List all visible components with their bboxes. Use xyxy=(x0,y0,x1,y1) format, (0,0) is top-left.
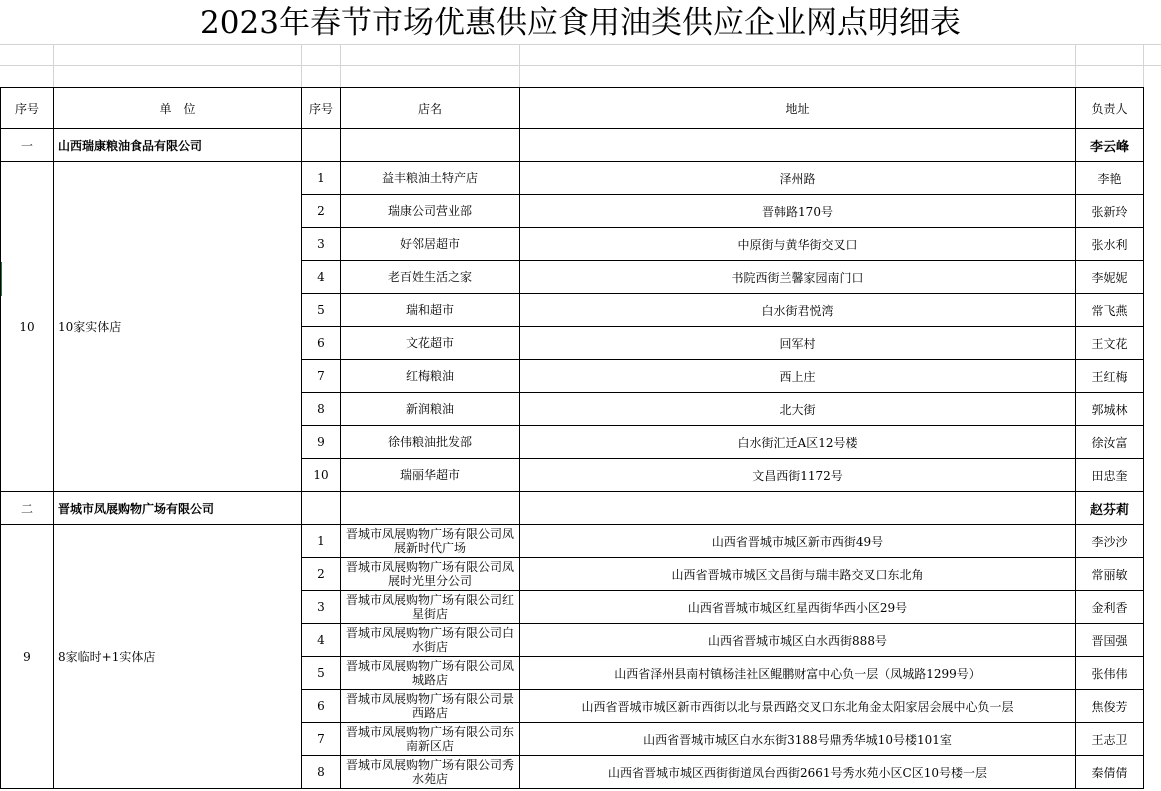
store-name: 晋城市凤展购物广场有限公司红星街店 xyxy=(341,591,520,624)
store-name: 新润粮油 xyxy=(341,393,520,426)
row-number: 3 xyxy=(302,228,341,261)
empty-cell xyxy=(520,129,1076,162)
section-header-row xyxy=(1,129,1144,162)
row-number: 2 xyxy=(302,558,341,591)
store-name: 瑞和超市 xyxy=(341,294,520,327)
store-manager: 张伟伟 xyxy=(1076,657,1144,690)
store-address: 白水街君悦湾 xyxy=(520,294,1076,327)
header-row xyxy=(1,88,1144,129)
store-manager: 秦倩倩 xyxy=(1076,756,1144,789)
empty-grid-rows xyxy=(0,44,1161,88)
store-address: 西上庄 xyxy=(520,360,1076,393)
store-name: 晋城市凤展购物广场有限公司凤展时光里分公司 xyxy=(341,558,520,591)
store-name: 晋城市凤展购物广场有限公司东南新区店 xyxy=(341,723,520,756)
row-number: 5 xyxy=(302,657,341,690)
row-number: 7 xyxy=(302,723,341,756)
row-number: 3 xyxy=(302,591,341,624)
row-number: 10 xyxy=(302,459,341,492)
store-manager: 李妮妮 xyxy=(1076,261,1144,294)
store-address: 泽州路 xyxy=(520,162,1076,195)
company-name: 晋城市凤展购物广场有限公司 xyxy=(54,492,302,525)
store-name: 晋城市凤展购物广场有限公司凤城路店 xyxy=(341,657,520,690)
store-address: 山西省泽州县南村镇杨洼社区鲲鹏财富中心负一层（凤城路1299号） xyxy=(520,657,1076,690)
sheet-title: 2023年春节市场优惠供应食用油类供应企业网点明细表 xyxy=(200,5,961,41)
section-seq: 二 xyxy=(1,492,54,525)
store-address: 回军村 xyxy=(520,327,1076,360)
header-seq: 序号 xyxy=(1,88,54,129)
store-address: 山西省晋城市城区白水西街888号 xyxy=(520,624,1076,657)
store-name: 徐伟粮油批发部 xyxy=(341,426,520,459)
store-count: 10 xyxy=(1,162,54,492)
row-number: 2 xyxy=(302,195,341,228)
store-manager: 徐汝富 xyxy=(1076,426,1144,459)
store-description: 10家实体店 xyxy=(54,162,302,492)
store-address: 山西省晋城市城区新市西街49号 xyxy=(520,525,1076,558)
store-name: 晋城市凤展购物广场有限公司秀水苑店 xyxy=(341,756,520,789)
store-name: 瑞康公司营业部 xyxy=(341,195,520,228)
row-number: 9 xyxy=(302,426,341,459)
row-number: 5 xyxy=(302,294,341,327)
row-number: 1 xyxy=(302,525,341,558)
store-address: 北大街 xyxy=(520,393,1076,426)
store-manager: 田忠奎 xyxy=(1076,459,1144,492)
store-manager: 张新玲 xyxy=(1076,195,1144,228)
store-address: 白水街汇迁A区12号楼 xyxy=(520,426,1076,459)
store-manager: 王文花 xyxy=(1076,327,1144,360)
empty-cell xyxy=(520,492,1076,525)
supplier-table xyxy=(0,87,1144,789)
store-manager: 郭城林 xyxy=(1076,393,1144,426)
header-manager: 负责人 xyxy=(1076,88,1144,129)
store-name: 好邻居超市 xyxy=(341,228,520,261)
row-number: 8 xyxy=(302,393,341,426)
store-count: 9 xyxy=(1,525,54,789)
store-manager: 李沙沙 xyxy=(1076,525,1144,558)
row-number: 1 xyxy=(302,162,341,195)
store-name: 老百姓生活之家 xyxy=(341,261,520,294)
empty-cell xyxy=(302,129,341,162)
company-manager: 赵芬莉 xyxy=(1076,492,1144,525)
store-description: 8家临时+1实体店 xyxy=(54,525,302,789)
section-seq: 一 xyxy=(1,129,54,162)
store-manager: 晋国强 xyxy=(1076,624,1144,657)
store-address: 中原街与黄华街交叉口 xyxy=(520,228,1076,261)
store-manager: 焦俊芳 xyxy=(1076,690,1144,723)
store-name: 晋城市凤展购物广场有限公司景西路店 xyxy=(341,690,520,723)
empty-cell xyxy=(302,492,341,525)
store-manager: 李艳 xyxy=(1076,162,1144,195)
store-name: 瑞丽华超市 xyxy=(341,459,520,492)
store-address: 文昌西街1172号 xyxy=(520,459,1076,492)
store-address: 山西省晋城市城区新市西街以北与景西路交叉口东北角金太阳家居会展中心负一层 xyxy=(520,690,1076,723)
store-address: 晋韩路170号 xyxy=(520,195,1076,228)
store-address: 山西省晋城市城区白水东街3188号鼎秀华城10号楼101室 xyxy=(520,723,1076,756)
store-manager: 王红梅 xyxy=(1076,360,1144,393)
company-manager: 李云峰 xyxy=(1076,129,1144,162)
company-name: 山西瑞康粮油食品有限公司 xyxy=(54,129,302,162)
store-manager: 张水利 xyxy=(1076,228,1144,261)
store-name: 红梅粮油 xyxy=(341,360,520,393)
table-row xyxy=(1,525,1144,558)
empty-cell xyxy=(341,492,520,525)
store-name: 文花超市 xyxy=(341,327,520,360)
store-address: 山西省晋城市城区西街街道凤台西街2661号秀水苑小区C区10号楼一层 xyxy=(520,756,1076,789)
header-unit: 单 位 xyxy=(54,88,302,129)
row-number: 4 xyxy=(302,624,341,657)
row-number: 4 xyxy=(302,261,341,294)
empty-cell xyxy=(341,129,520,162)
store-name: 晋城市凤展购物广场有限公司白水街店 xyxy=(341,624,520,657)
section-header-row xyxy=(1,492,1144,525)
table-row xyxy=(1,162,1144,195)
store-address: 山西省晋城市城区文昌街与瑞丰路交叉口东北角 xyxy=(520,558,1076,591)
header-seq2: 序号 xyxy=(302,88,341,129)
store-address: 山西省晋城市城区红星西街华西小区29号 xyxy=(520,591,1076,624)
store-manager: 常丽敏 xyxy=(1076,558,1144,591)
row-number: 8 xyxy=(302,756,341,789)
store-name: 益丰粮油土特产店 xyxy=(341,162,520,195)
row-number: 7 xyxy=(302,360,341,393)
header-store: 店名 xyxy=(341,88,520,129)
header-address: 地址 xyxy=(520,88,1076,129)
row-number: 6 xyxy=(302,327,341,360)
row-number: 6 xyxy=(302,690,341,723)
store-manager: 金利香 xyxy=(1076,591,1144,624)
store-name: 晋城市凤展购物广场有限公司凤展新时代广场 xyxy=(341,525,520,558)
store-manager: 常飞燕 xyxy=(1076,294,1144,327)
store-address: 书院西街兰馨家园南门口 xyxy=(520,261,1076,294)
store-manager: 王志卫 xyxy=(1076,723,1144,756)
